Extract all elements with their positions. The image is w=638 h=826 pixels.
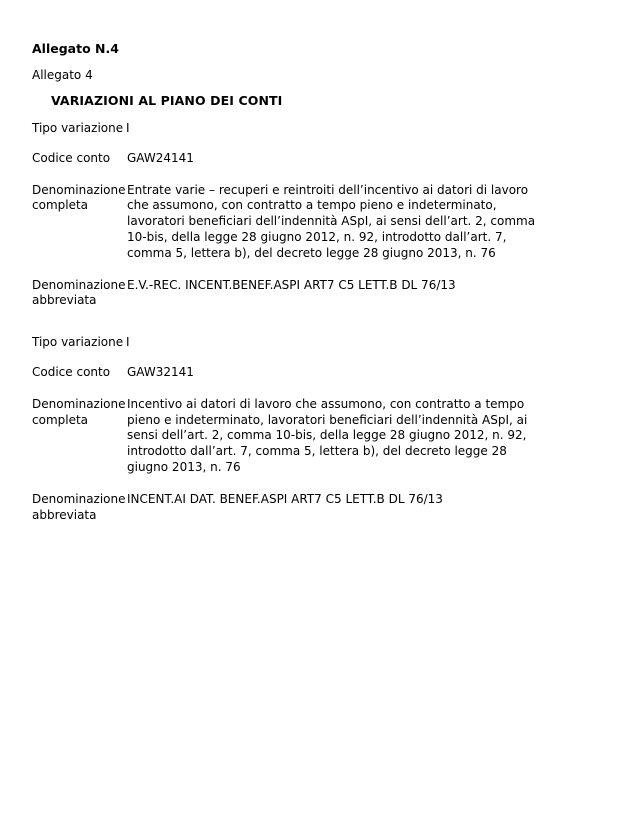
codice-conto-row	[32, 365, 612, 381]
text-line: comma 5, lettera b), del decreto legge 28 giugno 2013, n. 76	[127, 245, 496, 260]
attachment-title: Allegato N.4	[32, 41, 119, 56]
tipo-variazione-value: I	[126, 335, 130, 350]
denominazione-abbreviata-label-line: Denominazione	[32, 491, 126, 506]
denominazione-completa-value	[127, 397, 537, 476]
denominazione-abbreviata-row	[32, 492, 612, 524]
denominazione-abbreviata-label-line: abbreviata	[32, 507, 97, 522]
tipo-variazione-row	[32, 121, 612, 137]
codice-conto-label: Codice conto	[32, 150, 111, 165]
codice-conto-value: GAW24141	[127, 150, 194, 165]
denominazione-abbreviata-value: INCENT.AI DAT. BENEF.ASPI ART7 C5 LETT.B DL 76/13	[127, 491, 443, 506]
text-line: pieno e indeterminato, lavoratori beneficiari dell’indennità ASpI, ai	[127, 412, 528, 427]
denominazione-completa-row	[32, 397, 612, 476]
denominazione-abbreviata-row	[32, 278, 612, 310]
denominazione-completa-label	[32, 183, 127, 262]
text-line: che assumono, con contratto a tempo pieno e indeterminato,	[127, 198, 497, 213]
denominazione-completa-label-line: completa	[32, 412, 89, 427]
codice-conto-value: GAW32141	[127, 364, 194, 379]
text-line: Entrate varie – recuperi e reintroiti dell’incentivo ai datori di lavoro	[127, 182, 529, 197]
section-title: VARIAZIONI AL PIANO DEI CONTI	[51, 93, 283, 108]
denominazione-completa-value	[127, 183, 537, 262]
tipo-variazione-value: I	[126, 121, 130, 135]
text-line: 10-bis, della legge 28 giugno 2012, n. 92, introdotto dall’art. 7,	[127, 229, 507, 244]
denominazione-abbreviata-label	[32, 492, 127, 524]
text-line: lavoratori beneficiari dell’indennità ASpI, ai sensi dell’art. 2, comma	[127, 214, 536, 229]
denominazione-completa-label	[32, 397, 127, 476]
variation-record	[32, 335, 612, 523]
tipo-variazione-row	[32, 335, 612, 351]
denominazione-abbreviata-label	[32, 278, 127, 310]
denominazione-completa-label-line: completa	[32, 198, 89, 213]
text-line: sensi dell’art. 2, comma 10-bis, della legge 28 giugno 2012, n. 92,	[127, 428, 527, 443]
codice-conto-row	[32, 151, 612, 167]
document-page	[32, 40, 612, 523]
denominazione-abbreviata-value: E.V.-REC. INCENT.BENEF.ASPI ART7 C5 LETT.B DL 76/13	[127, 277, 456, 292]
variation-record	[32, 121, 612, 309]
text-line: introdotto dall’art. 7, comma 5, lettera b), del decreto legge 28	[127, 444, 507, 459]
tipo-variazione-label: Tipo variazione	[32, 121, 124, 135]
attachment-subtitle: Allegato 4	[32, 68, 93, 82]
tipo-variazione-label: Tipo variazione	[32, 335, 124, 350]
text-line: Incentivo ai datori di lavoro che assumono, con contratto a tempo	[127, 396, 525, 411]
denominazione-abbreviata-label-line: Denominazione	[32, 277, 126, 292]
codice-conto-label: Codice conto	[32, 364, 111, 379]
denominazione-completa-label-line: Denominazione	[32, 182, 126, 197]
denominazione-abbreviata-label-line: abbreviata	[32, 293, 97, 308]
text-line: giugno 2013, n. 76	[127, 459, 241, 474]
denominazione-completa-label-line: Denominazione	[32, 396, 126, 411]
denominazione-completa-row	[32, 183, 612, 262]
